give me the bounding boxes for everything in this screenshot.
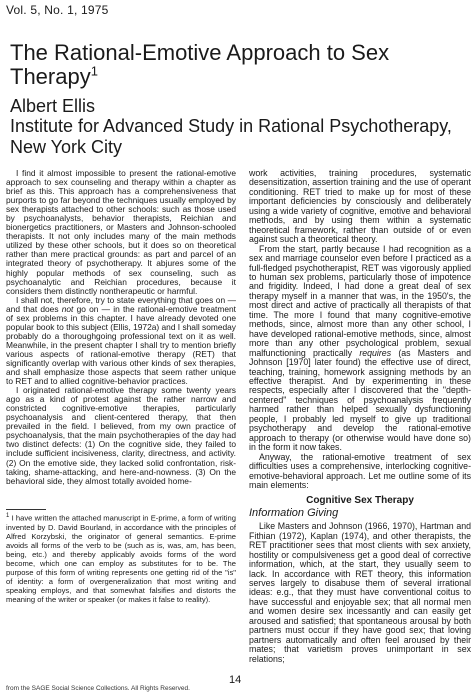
footnote-text: I have written the attached manuscript in E-prime, a form of writing invented by D. David Bourland, in accordance with the principles of Alfred Korzybski, the originator of general semantics. E-prime avoids all forms of the verb to be (such as is, was, am, has been, being, etc.) and thereby applicably avoids forms of the word become, which one can employ as substitutes for to be. The purpose of this form of writing represents one getting rid of the "is" of identity: a form of overgeneralization that most writing and speaking employs, and that somewhat falsifies and distorts the meaning of the writer or speaker (or makes it false to reality). [6, 513, 236, 604]
paragraph: Like Masters and Johnson (1966, 1970), Hartman and Fithian (1972), Kaplan (1974), and other therapists, the RET practitioner sees that most clients with sex anxiety, hostility or compulsiveness get a good deal of corrective information, which, at the start, they usually seem to lack. In accordance with RET theory, this information serves largely to disabuse them of several irrational ideas: e.g., that they must have conventional coitus to have successful and enjoyable sex; that all normal men and women desire sex incessantly and can easily get aroused and satisfied; that spontaneous arousal by both partners must occur if they have good sex; that loving partners automatically and often feel aroused by their mates; that varietism proves unimportant in sex relations; [249, 521, 471, 664]
paragraph [6, 296, 236, 386]
title-footnote-marker[interactable]: 1 [90, 63, 98, 79]
article-title [10, 41, 450, 89]
text-run: From the start, partly because I had recognition as a sex and marriage counselor even before I practiced as a full-fledged psychotherapist, RET was vigorously applied to human sex problems, particularly those of impotence and frigidity. Indeed, I had done a great deal of sex therapy myself in a manner that was, in the 1950's, the most direct and active of practically all therapists of that time. The more I found that many cognitive-emotive methods, since, almost more than any other school, I have developed rational-emotive methods, since, almost more than any other psychological problem, sexual malfunctioning practically [249, 243, 471, 358]
page-number: 14 [229, 674, 242, 686]
emphasis: requires [359, 347, 392, 358]
emphasis: not [61, 303, 74, 314]
footnote-marker: 1 [6, 513, 10, 519]
source-credit: from the SAGE Social Science Collections. All Rights Reserved. [6, 685, 190, 692]
paragraph: I originated rational-emotive therapy some twenty years ago as a kind of protest against the rather narrow and constricted cognitive-emotive therapies, particularly psychoanalysis and client-centered therapy, that then prevailed in the field. I believed, from my own practice of psychoanalysis, that the main psychotherapies of the day had two distinct defects: (1) On the cognitive side, they failed to include sufficient incisiveness, clarity, directness, and activity. (2) On the emotive side, they lacked solid confrontation, risk-taking, shame-attacking, and here-and-nowness. (3) On the behavioral side, they almost totally avoided home- [6, 385, 236, 486]
subsection-heading: Information Giving [249, 506, 339, 519]
section-heading: Cognitive Sex Therapy [306, 495, 414, 507]
paragraph [249, 245, 471, 453]
author-affiliation: Institute for Advanced Study in Rational Psychotherapy, New York City [10, 116, 452, 157]
text-run: go on — in the rational-emotive treatment of sex problems in this chapter. I have already devoted one popular book to this subject (Ellis, 1972a) and I shall someday probably do a thoroughgoing professional text on it as well. Meanwhile, in the present chapter I shall try to mention briefly various aspects of rational-emotive therapy (RET) that significantly overlap with various other kinds of sex therapies, and shall emphasize those aspects that seem rather unique to RET and to allied cognitive-behavior practices. [6, 303, 236, 387]
journal-volume-header: Vol. 5, No. 1, 1975 [6, 3, 109, 17]
text-run: (as Masters and Johnson [1970] later found) the effective use of direct, teaching, training, homework assigning methods by an effective therapist. And by experimenting in these respects, especially after I discovered that the "depth-centered" techniques of psychoanalysis frequently harmed rather than helped sexually dysfunctioning people, I probably led myself to give up traditional psychotherapy and develop the rational-emotive approach to therapy (or otherwise would have done so) in the form it now takes. [249, 347, 471, 453]
footnote [6, 512, 236, 604]
paragraph: Anyway, the rational-emotive treatment of sex difficulties uses a comprehensive, interlocking cognitive-emotive-behavioral approach. Let me outline some of its main elements: [249, 451, 471, 490]
author-name: Albert Ellis [10, 96, 96, 116]
right-column [249, 169, 471, 664]
article-title-text: The Rational-Emotive Approach to Sex Therapy [10, 40, 390, 89]
left-column [6, 169, 236, 486]
footnote-divider [6, 509, 46, 510]
paragraph: I find it almost impossible to present the rational-emotive approach to sex counseling and therapy within a chapter as brief as this. This approach has a comprehensiveness that purports to go far beyond the techniques usually employed by sex therapists attached to other schools: such as those used by psychoanalysts, behavior therapists, Reichian and bionergetics practitioners, or Masters and Johnson-schooled therapists. It not only includes many of the main methods utilized by these other schools, but it does so on theoretical rather than mere practical grounds: as part and parcel of an integrated theory of psychotherapy. It abjures some of the highly popular methods of sex counseling, such as psychoanalytic and Reichian procedures, because it considers them distinctly nontherapeutic or harmful. [6, 168, 236, 296]
text-run: I shall not, therefore, try to state everything that goes on — and that does [6, 294, 236, 314]
paragraph: work activities, training procedures, systematic desensitization, assertion training and the use of operant conditioning. RET tried to make up for most of these important deficiencies by consciously and deliberately using a wide variety of cognitive, emotive and behavioral methods, and by using them within a systematic theoretical framework, rather than outside of or even against such a theoretical theory. [249, 168, 471, 245]
